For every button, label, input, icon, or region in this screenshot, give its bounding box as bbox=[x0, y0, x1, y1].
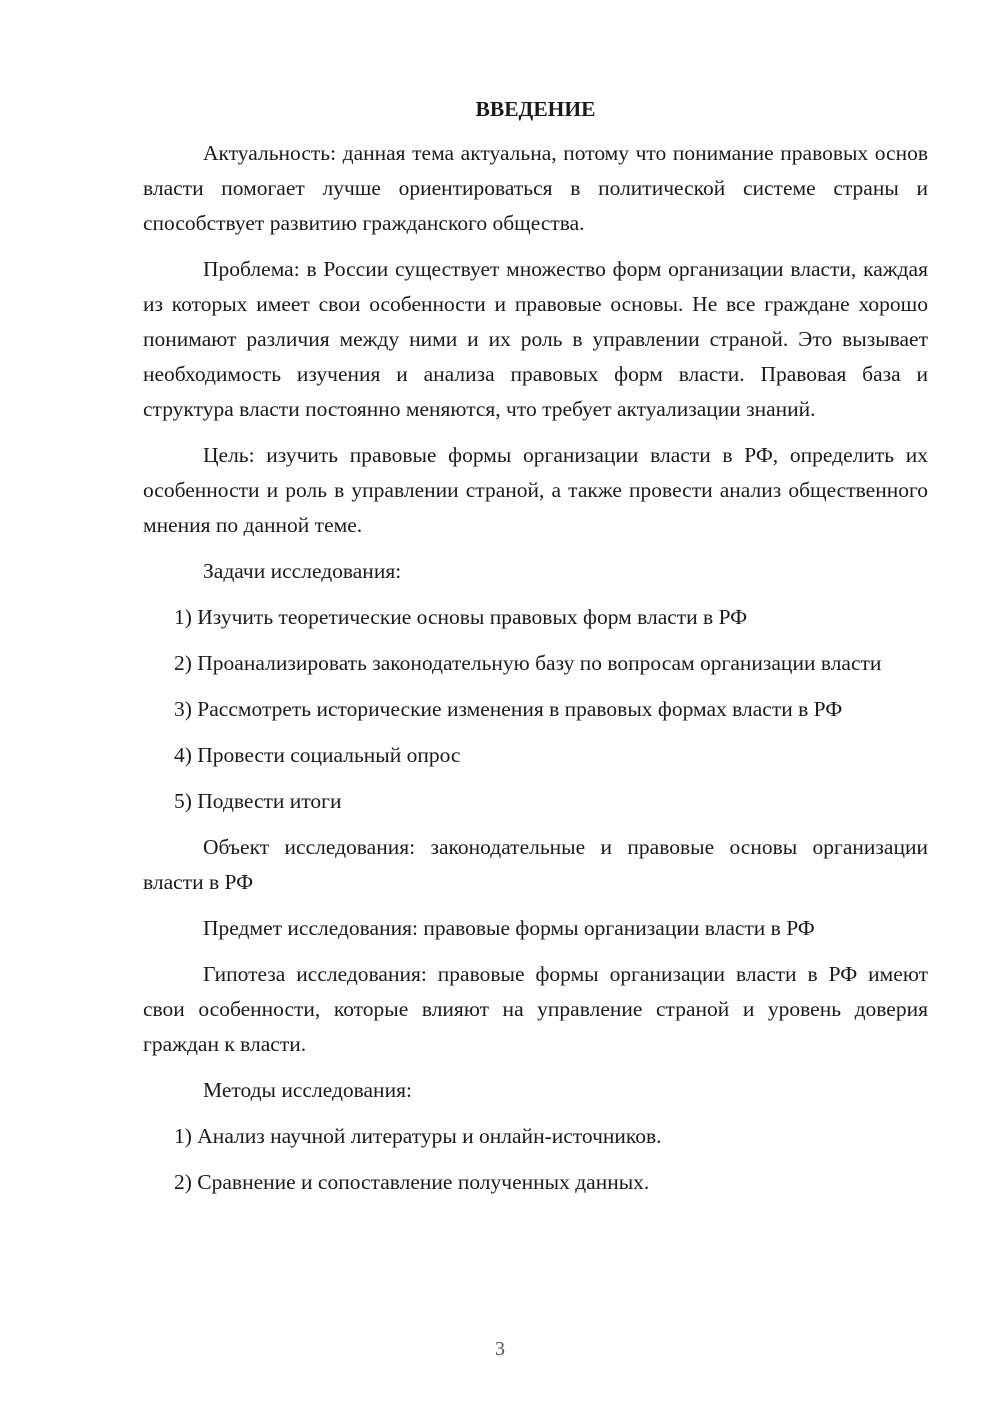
list-item-task-4: 4) Провести социальный опрос bbox=[174, 743, 461, 767]
page-content bbox=[143, 92, 928, 1211]
paragraph-relevance: Актуальность: данная тема актуальна, потому что понимание правовых основ власти помогает лучше ориентироваться в политической системе страны и способствует развитию гражданского общества. bbox=[143, 141, 928, 235]
list-item-method-1: 1) Анализ научной литературы и онлайн-источников. bbox=[174, 1124, 662, 1148]
list-item-task-5: 5) Подвести итоги bbox=[174, 789, 342, 813]
list-item-task-1: 1) Изучить теоретические основы правовых форм власти в РФ bbox=[174, 605, 748, 629]
paragraph-tasks-heading: Задачи исследования: bbox=[203, 559, 402, 583]
list-item-method-2: 2) Сравнение и сопоставление полученных данных. bbox=[174, 1170, 650, 1194]
paragraph-hypothesis: Гипотеза исследования: правовые формы организации власти в РФ имеют свои особенности, которые влияют на управление страной и уровень доверия граждан к власти. bbox=[143, 962, 928, 1056]
paragraph-methods-heading: Методы исследования: bbox=[203, 1078, 412, 1102]
paragraph-goal: Цель: изучить правовые формы организации власти в РФ, определить их особенности и роль в управлении страной, а также провести анализ общественного мнения по данной теме. bbox=[143, 443, 928, 537]
page-number: 3 bbox=[495, 1338, 505, 1360]
paragraph-object: Объект исследования: законодательные и правовые основы организации власти в РФ bbox=[143, 835, 928, 894]
paragraph-problem: Проблема: в России существует множество форм организации власти, каждая из которых имеет свои особенности и правовые основы. Не все граждане хорошо понимают различия между ними и их роль в управлении страной. Это вызывает необходимость изучения и анализа правовых форм власти. Правовая база и структура власти постоянно меняются, что требует актуализации знаний. bbox=[143, 257, 928, 421]
paragraph-subject: Предмет исследования: правовые формы организации власти в РФ bbox=[203, 916, 815, 940]
list-item-task-2: 2) Проанализировать законодательную базу по вопросам организации власти bbox=[174, 651, 882, 675]
list-item-task-3: 3) Рассмотреть исторические изменения в правовых формах власти в РФ bbox=[174, 697, 843, 721]
page-title: ВВЕДЕНИЕ bbox=[475, 97, 596, 121]
